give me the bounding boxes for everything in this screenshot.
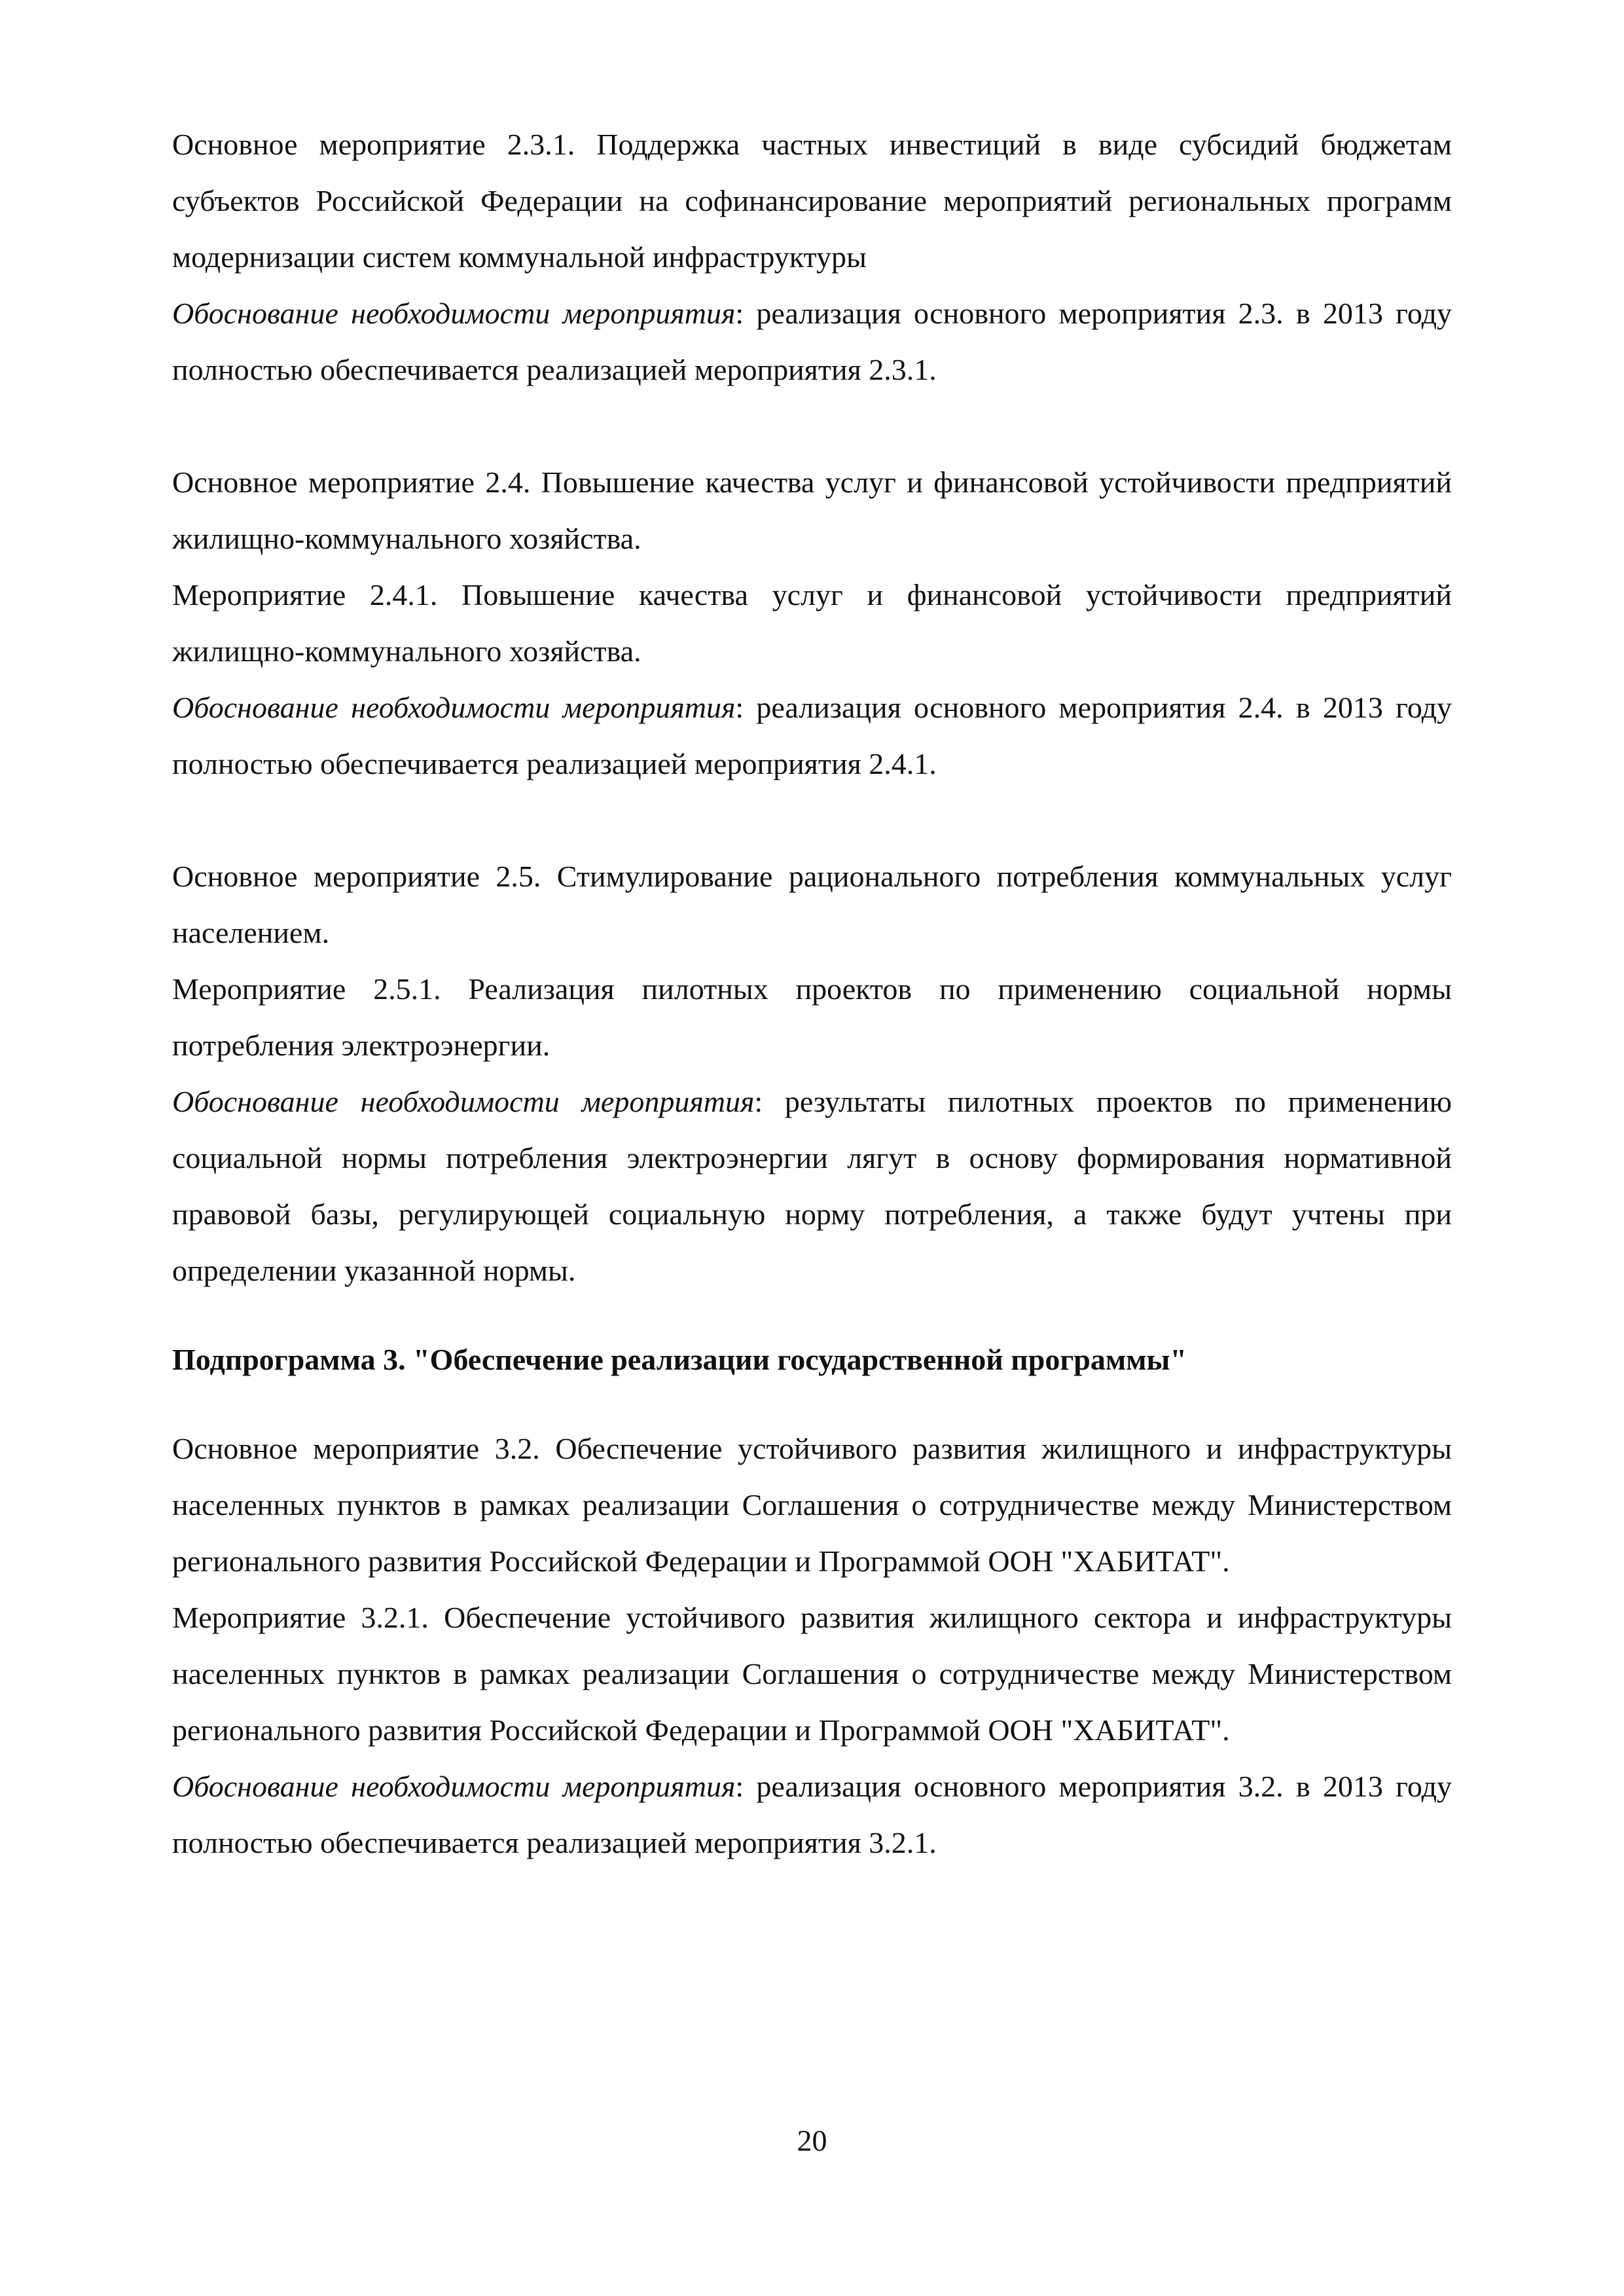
justification-2-3	[172, 285, 1452, 398]
main-activity-3-2: Основное мероприятие 3.2. Обеспечение устойчивого развития жилищного и инфраструктуры населенных пунктов в рамках реализации Соглашения о сотрудничестве между Министерством регионального развития Российской Федерации и Программой ООН "ХАБИТАТ".	[172, 1432, 1452, 1578]
document-page	[172, 117, 1452, 1871]
activity-2-4-1: Мероприятие 2.4.1. Повышение качества услуг и финансовой устойчивости предприятий жилищно-коммунального хозяйства.	[172, 578, 1452, 668]
justification-label: Обоснование необходимости мероприятия	[172, 1085, 755, 1118]
justification-label: Обоснование необходимости мероприятия	[172, 1770, 736, 1803]
main-activity-2-4: Основное мероприятие 2.4. Повышение качества услуг и финансовой устойчивости предприятий жилищно-коммунального хозяйства.	[172, 465, 1452, 555]
spacer	[172, 398, 1452, 454]
subprogram-heading: Подпрограмма 3. "Обеспечение реализации государственной программы"	[172, 1343, 1187, 1376]
justification-text: : реализация основного мероприятия 3.2. в 2013 году полностью обеспечивается реализацией мероприятия 3.2.1.	[172, 1770, 1452, 1859]
justification-text: : результаты пилотных проектов по применению социальной нормы потребления электроэнергии лягут в основу формирования нормативной правовой базы, регулирующей социальную норму потребления, а также будут учтены при определении указанной нормы.	[172, 1085, 1452, 1287]
justification-2-4	[172, 680, 1452, 792]
page-number: 20	[797, 2124, 827, 2157]
justification-label: Обоснование необходимости мероприятия	[172, 691, 736, 724]
activity-2-3-1: Основное мероприятие 2.3.1. Поддержка частных инвестиций в виде субсидий бюджетам субъектов Российской Федерации на софинансирование мероприятий региональных программ модернизации систем коммунальной инфраструктуры	[172, 128, 1452, 274]
spacer	[172, 1388, 1452, 1421]
justification-3-2	[172, 1758, 1452, 1871]
justification-label: Обоснование необходимости мероприятия	[172, 297, 736, 330]
activity-3-2-1: Мероприятие 3.2.1. Обеспечение устойчивого развития жилищного сектора и инфраструктуры населенных пунктов в рамках реализации Соглашения о сотрудничестве между Министерством регионального развития Российской Федерации и Программой ООН "ХАБИТАТ".	[172, 1601, 1452, 1747]
justification-text: : реализация основного мероприятия 2.3. в 2013 году полностью обеспечивается реализацией мероприятия 2.3.1.	[172, 297, 1452, 386]
spacer	[172, 1299, 1452, 1332]
justification-text: : реализация основного мероприятия 2.4. в 2013 году полностью обеспечивается реализацией мероприятия 2.4.1.	[172, 691, 1452, 780]
justification-2-5	[172, 1074, 1452, 1299]
activity-2-5-1: Мероприятие 2.5.1. Реализация пилотных проектов по применению социальной нормы потребления электроэнергии.	[172, 972, 1452, 1062]
spacer	[172, 792, 1452, 848]
main-activity-2-5: Основное мероприятие 2.5. Стимулирование рационального потребления коммунальных услуг населением.	[172, 860, 1452, 949]
